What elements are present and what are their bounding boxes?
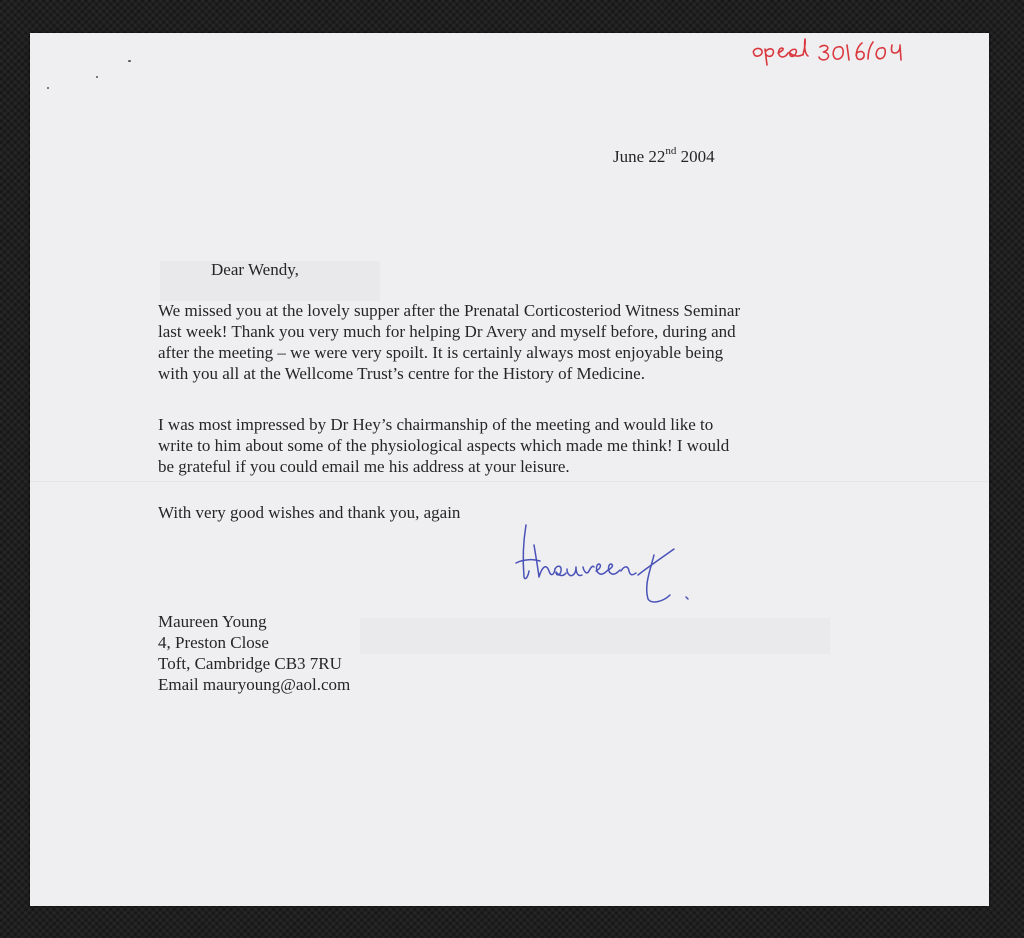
paragraph-line: write to him about some of the physiological aspects which made me think! I would <box>158 436 730 455</box>
speck-mark <box>47 87 49 89</box>
sender-name: Maureen Young <box>158 612 267 631</box>
handwritten-annotation <box>748 37 958 71</box>
handwritten-signature <box>514 519 706 605</box>
paper-fold <box>30 481 989 482</box>
speck-mark <box>96 76 98 78</box>
body-paragraph-1 <box>158 300 858 384</box>
paragraph-line: last week! Thank you very much for helping Dr Avery and myself before, during and <box>158 322 736 341</box>
date-ordinal: nd <box>665 145 677 158</box>
body-paragraph-2 <box>158 414 858 477</box>
sender-email: Email mauryoung@aol.com <box>158 675 351 694</box>
paragraph-line: after the meeting – we were very spoilt. It is certainly always most enjoyable being <box>158 343 724 362</box>
paragraph-line: I was most impressed by Dr Hey’s chairmanship of the meeting and would like to <box>158 415 714 434</box>
show-through-block-bottom <box>360 618 830 654</box>
letter-page <box>30 33 989 906</box>
date-month-day: June 22 <box>613 147 666 166</box>
sender-address-line-1: 4, Preston Close <box>158 633 269 652</box>
speck-mark <box>128 60 131 62</box>
closing-line: With very good wishes and thank you, again <box>158 503 461 522</box>
letter-date <box>613 146 715 167</box>
paragraph-line: be grateful if you could email me his address at your leisure. <box>158 457 570 476</box>
sender-address-line-2: Toft, Cambridge CB3 7RU <box>158 654 342 673</box>
sender-block <box>158 611 350 695</box>
date-year: 2004 <box>680 147 715 166</box>
paragraph-line: with you all at the Wellcome Trust’s centre for the History of Medicine. <box>158 364 645 383</box>
paragraph-line: We missed you at the lovely supper after the Prenatal Corticosteriod Witness Seminar <box>158 301 741 320</box>
salutation: Dear Wendy, <box>211 260 299 279</box>
